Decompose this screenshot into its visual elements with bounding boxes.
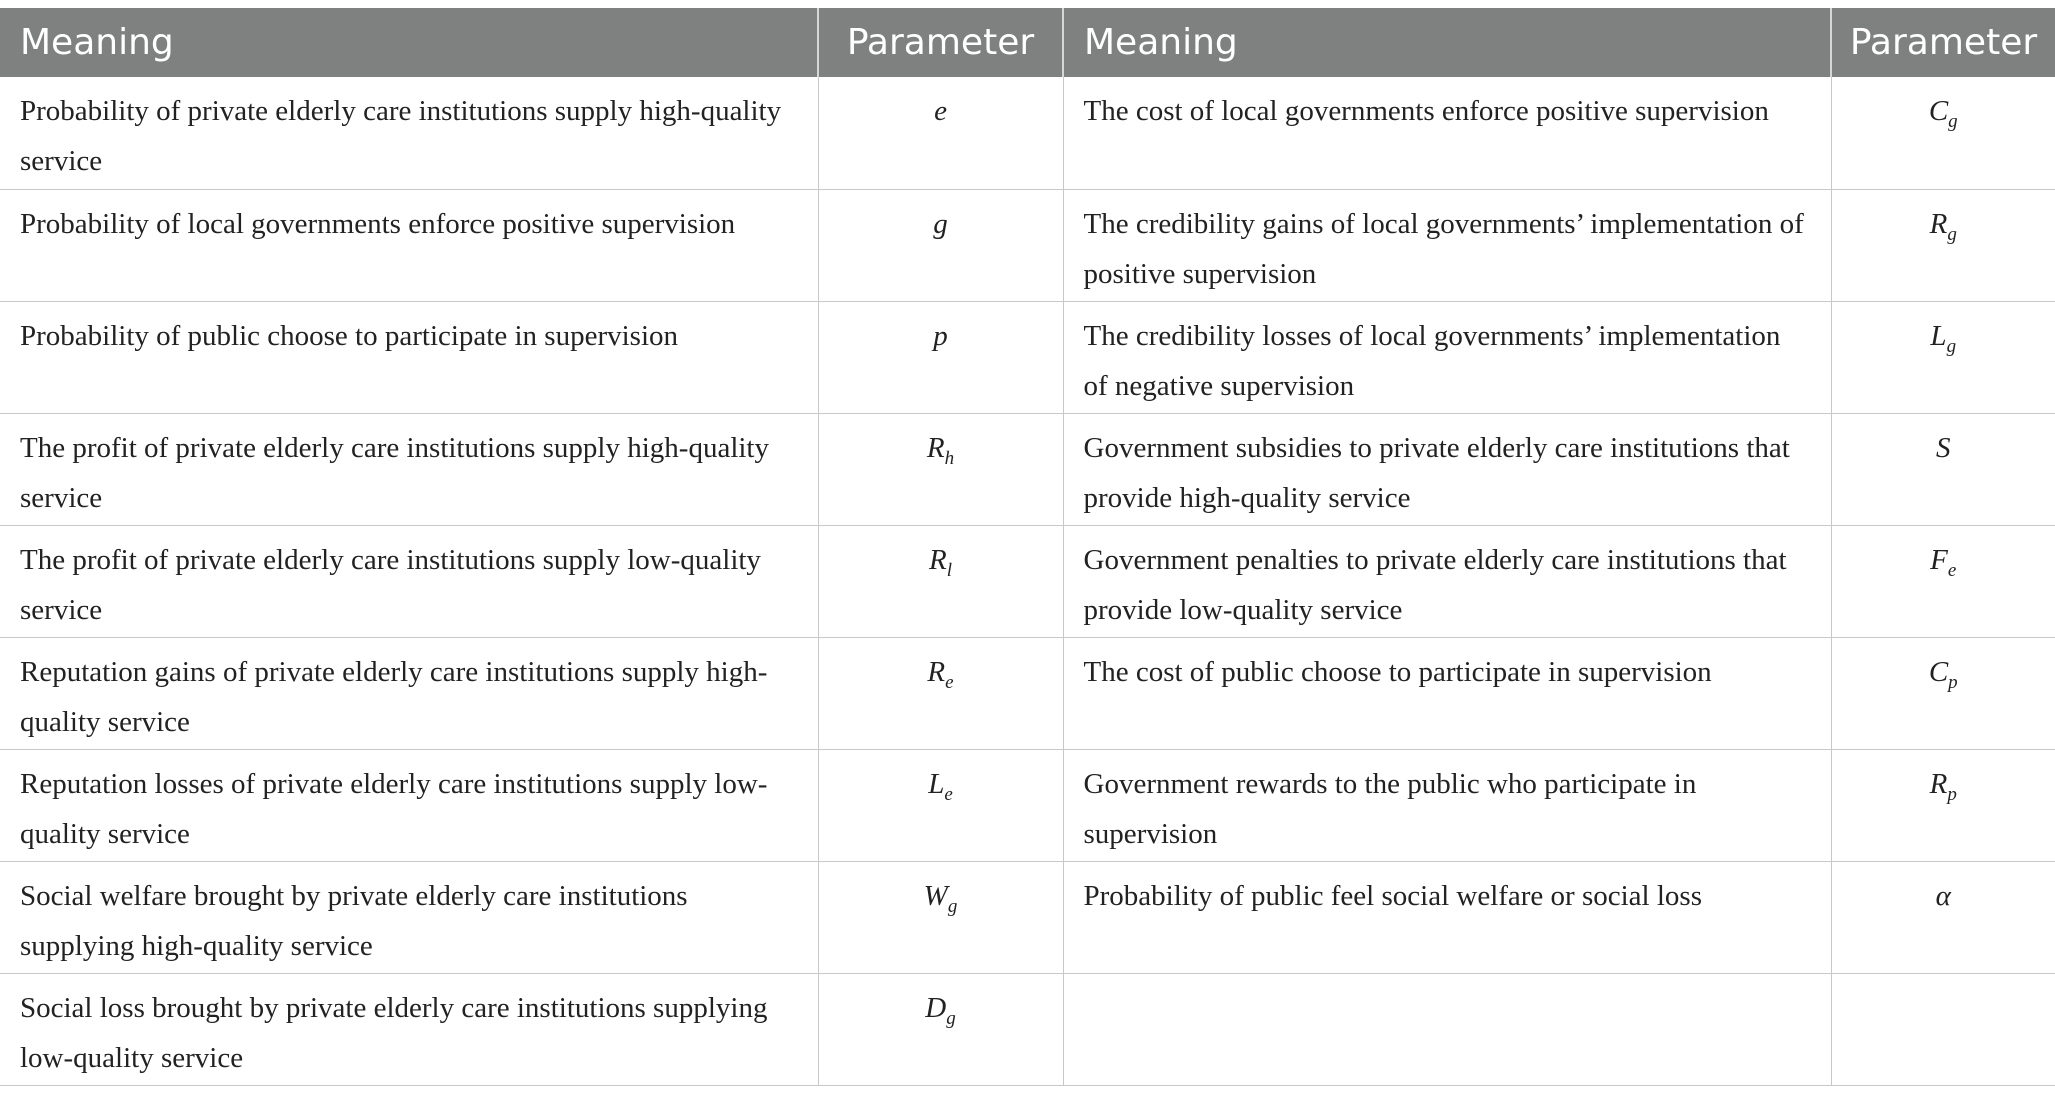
table-row [0,413,2055,525]
parameter-cell-left [818,77,1063,189]
parameter-symbol: R [929,543,947,576]
meaning-cell-left: Probability of public choose to participate in supervision [0,301,818,413]
meaning-cell-right: The cost of local governments enforce positive supervision [1063,77,1831,189]
meaning-cell-left: The profit of private elderly care institutions supply high-quality service [0,413,818,525]
parameter-symbol: e [934,95,947,127]
meaning-cell-left: Reputation losses of private elderly care institutions supply low-quality service [0,749,818,861]
parameter-subscript: l [946,559,952,581]
parameter-symbol: S [1936,431,1951,464]
parameter-symbol: R [1929,207,1948,240]
parameter-table [0,8,2055,1086]
header-parameter-right: Parameter [1831,8,2055,77]
parameter-subscript: g [1948,111,1958,132]
table-body [0,77,2055,1085]
meaning-cell-right: Government rewards to the public who participate in supervision [1063,749,1831,861]
table-row [0,637,2055,749]
meaning-cell-left: Social welfare brought by private elderly care institutions supplying high-quality service [0,861,818,973]
parameter-subscript: g [946,1007,956,1029]
parameter-symbol: R [926,431,945,464]
parameter-symbol: α [1935,879,1951,912]
parameter-cell-right [1831,973,2055,1085]
parameter-cell-left [818,301,1063,413]
parameter-cell-left [818,189,1063,301]
table-row [0,77,2055,189]
parameter-cell-right [1831,749,2055,861]
parameter-subscript: g [1946,335,1957,357]
parameter-symbol: D [925,991,947,1024]
parameter-cell-left [818,973,1063,1085]
table-row [0,861,2055,973]
parameter-cell-left [818,749,1063,861]
meaning-cell-right: The credibility gains of local governments’ implementation of positive supervision [1063,189,1831,301]
parameter-subscript: p [1947,783,1957,805]
meaning-cell-left: The profit of private elderly care institutions supply low-quality service [0,525,818,637]
parameter-symbol: L [928,767,945,800]
parameter-symbol: g [933,207,948,240]
meaning-cell-left: Social loss brought by private elderly care institutions supplying low-quality service [0,973,818,1085]
parameter-cell-left [818,525,1063,637]
parameter-cell-left [818,637,1063,749]
header-meaning-left: Meaning [0,8,818,77]
parameter-subscript: g [947,895,958,917]
header-parameter-left: Parameter [818,8,1063,77]
parameter-symbol: W [923,879,948,912]
table-row [0,525,2055,637]
parameter-cell-right [1831,77,2055,189]
parameter-symbol: R [1929,767,1948,800]
parameter-symbol: F [1930,543,1948,576]
parameter-symbol: p [933,319,948,352]
parameter-cell-left [818,413,1063,525]
table-row [0,301,2055,413]
meaning-cell-left: Probability of private elderly care institutions supply high-quality service [0,77,818,189]
parameter-cell-right [1831,525,2055,637]
parameter-subscript: e [1947,559,1957,581]
parameter-subscript: g [1947,223,1957,245]
parameter-subscript: e [945,671,954,693]
parameter-symbol: L [1930,319,1947,352]
meaning-cell-right: The credibility losses of local governments’ implementation of negative supervision [1063,301,1831,413]
parameter-cell-left [818,861,1063,973]
header-row [0,8,2055,77]
parameter-cell-right [1831,861,2055,973]
parameter-table-container [0,8,2055,1086]
parameter-subscript: e [944,783,953,805]
meaning-cell-right: Probability of public feel social welfare or social loss [1063,861,1831,973]
parameter-subscript: p [1948,671,1958,693]
parameter-cell-right [1831,301,2055,413]
meaning-cell-right: The cost of public choose to participate in supervision [1063,637,1831,749]
header-meaning-right: Meaning [1063,8,1831,77]
parameter-cell-right [1831,189,2055,301]
parameter-subscript: h [944,447,955,469]
parameter-symbol: C [1928,95,1949,127]
meaning-cell-right: Government subsidies to private elderly care institutions that provide high-quality service [1063,413,1831,525]
parameter-cell-right [1831,413,2055,525]
parameter-symbol: C [1928,655,1949,688]
table-row [0,189,2055,301]
table-row [0,749,2055,861]
parameter-cell-right [1831,637,2055,749]
parameter-symbol: R [927,655,946,688]
table-row [0,973,2055,1085]
meaning-cell-right [1063,973,1831,1085]
meaning-cell-left: Probability of local governments enforce positive supervision [0,189,818,301]
table-header [0,8,2055,77]
meaning-cell-left: Reputation gains of private elderly care institutions supply high-quality service [0,637,818,749]
meaning-cell-right: Government penalties to private elderly care institutions that provide low-quality service [1063,525,1831,637]
